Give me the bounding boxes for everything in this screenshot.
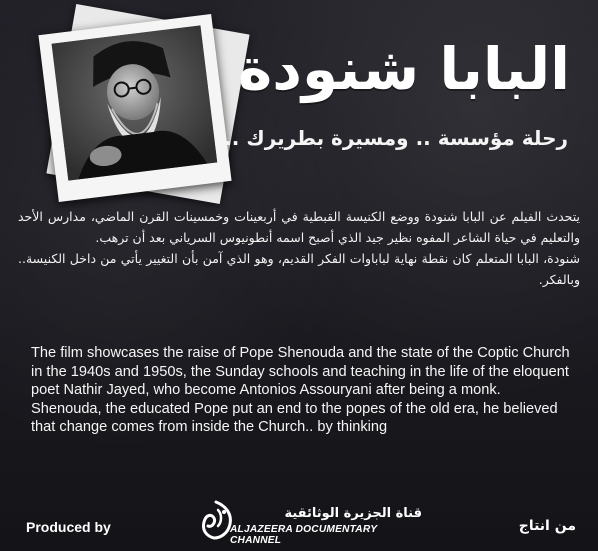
produced-by-arabic-label: من انتاج: [518, 518, 576, 534]
footer: [0, 500, 598, 551]
english-paragraph-2: Shenouda, the educated Pope put an end to the popes of the old era, he believed that change comes from inside the Church.. by thinking: [31, 400, 558, 436]
arabic-description: [18, 206, 580, 290]
arabic-paragraph-1: يتحدث الفيلم عن البابا شنودة ووضع الكنيسة القبطية في أربعينات وخمسينات القرن الماضي، مدارس الأحد والتعليم في حياة الشاعر المفوه نظير جيد الذي أصبح اسمه أنطونيوس السرياني بعد أن ترهب.: [18, 209, 580, 245]
produced-by-label: Produced by: [26, 519, 111, 535]
page-subtitle: رحلة مؤسسة .. ومسيرة بطريرك ..: [224, 126, 568, 150]
english-description: [31, 344, 584, 437]
english-paragraph-1: The film showcases the raise of Pope Shenouda and the state of the Coptic Church in the 1940s and 1950s, the Sunday schools and teaching in the life of the eloquent poet Nathir Jayed, who become Antonios Assouryani after being a monk.: [31, 345, 570, 399]
channel-name-arabic: قناة الجزيرة الوثائقية: [284, 506, 422, 521]
arabic-paragraph-2: شنودة، البابا المتعلم كان نقطة نهاية لباباوات الفكر القديم، وهو الذي آمن بأن التغيير يأتي من داخل الكنيسة.. وبالفكر.: [18, 251, 580, 287]
channel-name-english: ALJAZEERA DOCUMENTARY CHANNEL: [230, 524, 378, 546]
page-title: البابا شنودة: [238, 35, 570, 103]
